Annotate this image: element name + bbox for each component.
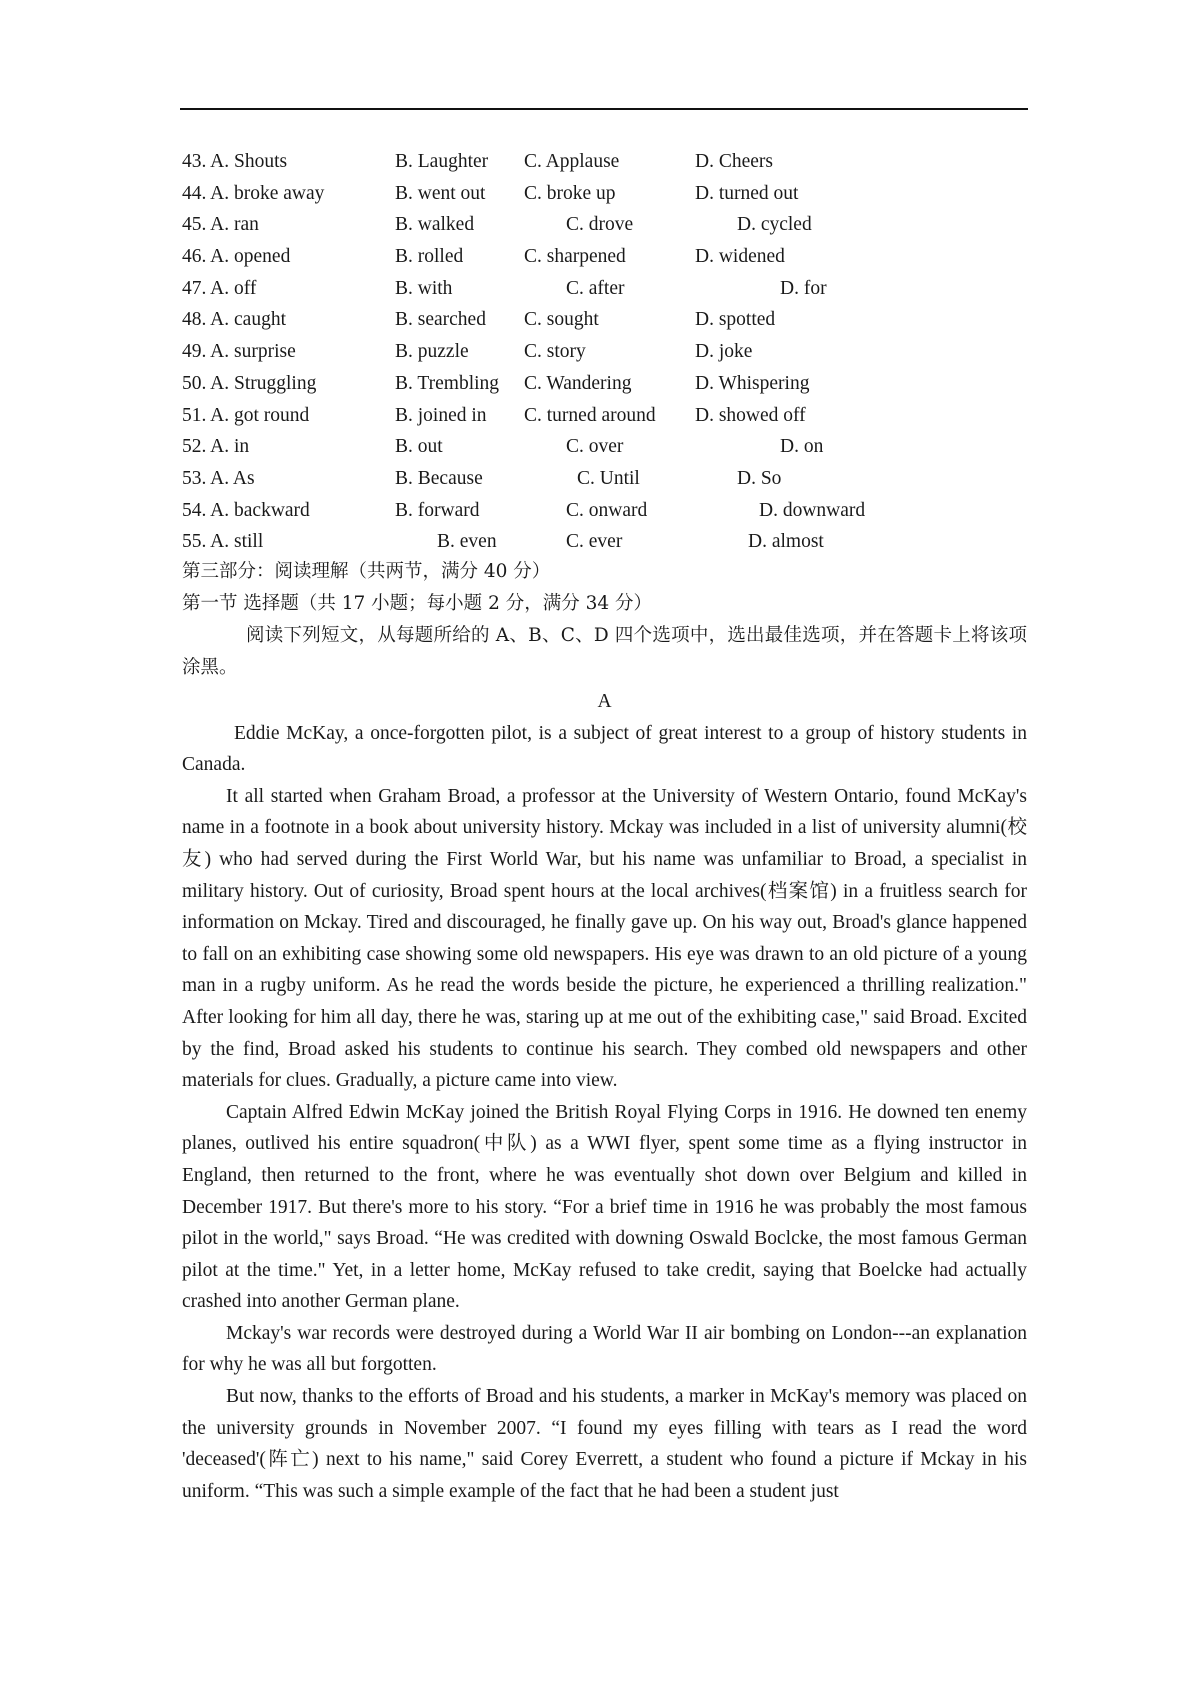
option-a: 46. A. opened [182, 246, 291, 268]
option-d: D. almost [748, 531, 824, 553]
passage-title: A [597, 691, 612, 712]
option-row [182, 209, 1022, 241]
option-c: C. sought [524, 309, 599, 331]
option-c: C. onward [566, 499, 648, 521]
option-row [182, 495, 1022, 527]
option-b: B. joined in [395, 404, 487, 426]
option-b: B. Trembling [395, 372, 500, 394]
passage-paragraph: Captain Alfred Edwin McKay joined the British Royal Flying Corps in 1916. He downed ten enemy planes, outlived his entire squadron(中队) as a WWI flyer, spent some time as a flying instructor in England, then returned to the front, where he was eventually shot down over Belgium and killed in December 1917. But there's more to his story. “For a brief time in 1916 he was probably the most famous pilot in the world," says Broad. “He was credited with downing Oswald Boclcke, the most famous German pilot at the time." Yet, in a letter home, McKay refused to take credit, saying that Boelcke had actually crashed into another German plane. [182, 1101, 1027, 1313]
option-a: 48. A. caught [182, 309, 286, 331]
option-c: C. ever [566, 531, 623, 553]
option-c: C. Until [577, 467, 640, 489]
option-b: B. searched [395, 309, 486, 331]
option-c: C. Wandering [524, 372, 632, 394]
option-b: B. rolled [395, 246, 464, 268]
option-a: 44. A. broke away [182, 182, 325, 204]
part-three-heading: 第三部分：阅读理解（共两节，满分 40 分） [182, 561, 551, 582]
option-b: B. Because [395, 467, 483, 489]
option-b: B. forward [395, 499, 480, 521]
option-c: C. drove [566, 214, 634, 236]
option-d: D. downward [759, 499, 866, 521]
option-a: 45. A. ran [182, 214, 259, 236]
option-row [182, 178, 1022, 210]
option-b: B. even [437, 531, 497, 553]
option-a: 53. A. As [182, 467, 255, 489]
passage-paragraph: But now, thanks to the efforts of Broad and his students, a marker in McKay's memory was placed on the university grounds in November 2007. “I found my eyes filling with tears as I read the word 'deceased'(阵亡) next to his name," said Corey Everrett, a student who found a picture if Mckay in his uniform. “This was such a simple example of the fact that he had been a student just [182, 1386, 1027, 1502]
option-row [182, 336, 1022, 368]
passage-paragraph: It all started when Graham Broad, a professor at the University of Western Ontario, found McKay's name in a footnote in a book about university history. Mckay was included in a list of university alumni(校友) who had served during the First World War, but his name was unfamiliar to Broad, a specialist in military history. Out of curiosity, Broad spent hours at the local archives(档案馆) in a fruitless search for information on Mckay. Tired and discouraged, he finally gave up. On his way out, Broad's glance happened to fall on an exhibiting case showing some old newspapers. His eye was drawn to an old picture of a young man in a rugby uniform. As he read the words beside the picture, he experienced a thrilling realization." After looking for him all day, there he was, staring up at me out of the exhibiting case," said Broad. Excited by the find, Broad asked his students to continue his search. They combed old newspapers and other materials for clues. Gradually, a picture came into view. [182, 785, 1027, 1092]
instruction-text: 阅读下列短文，从每题所给的 A、B、C、D 四个选项中，选出最佳选项，并在答题卡上将该项涂黑。 [182, 625, 1027, 678]
option-row [182, 463, 1022, 495]
option-d: D. Whispering [695, 372, 810, 394]
option-b: B. puzzle [395, 341, 469, 363]
reading-passage [182, 686, 1027, 1507]
option-d: D. widened [695, 246, 785, 268]
option-c: C. after [566, 277, 625, 299]
option-d: D. spotted [695, 309, 776, 331]
option-row [182, 304, 1022, 336]
option-d: D. for [780, 277, 827, 299]
option-a: 43. A. Shouts [182, 151, 288, 172]
option-c: C. Applause [524, 151, 620, 172]
option-row [182, 400, 1022, 432]
option-d: D. cycled [737, 214, 812, 236]
option-c: C. over [566, 436, 624, 458]
option-a: 51. A. got round [182, 404, 310, 426]
option-c: C. sharpened [524, 246, 626, 268]
option-a: 54. A. backward [182, 499, 310, 521]
option-d: D. on [780, 436, 824, 458]
option-d: D. Cheers [695, 151, 773, 172]
option-b: B. with [395, 277, 453, 299]
header-rule [180, 108, 1028, 110]
option-d: D. joke [695, 341, 753, 363]
option-a: 50. A. Struggling [182, 372, 317, 394]
cloze-options-list [182, 146, 1022, 558]
option-row [182, 431, 1022, 463]
option-d: D. turned out [695, 182, 799, 204]
option-row [182, 241, 1022, 273]
option-row [182, 273, 1022, 305]
option-c: C. story [524, 341, 586, 363]
option-b: B. out [395, 436, 443, 458]
option-d: D. So [737, 467, 782, 489]
option-a: 55. A. still [182, 531, 264, 553]
option-a: 49. A. surprise [182, 341, 296, 363]
option-b: B. Laughter [395, 151, 489, 172]
option-c: C. turned around [524, 404, 656, 426]
option-row [182, 146, 1022, 178]
option-row [182, 368, 1022, 400]
passage-paragraph: Eddie McKay, a once-forgotten pilot, is a subject of great interest to a group of history students in Canada. [182, 722, 1027, 776]
option-b: B. went out [395, 182, 486, 204]
option-c: C. broke up [524, 182, 616, 204]
section-one-heading: 第一节 选择题（共 17 小题；每小题 2 分，满分 34 分） [182, 593, 653, 614]
option-row [182, 526, 1022, 558]
option-d: D. showed off [695, 404, 806, 426]
option-a: 52. A. in [182, 436, 250, 458]
option-b: B. walked [395, 214, 475, 236]
passage-paragraph: Mckay's war records were destroyed during a World War II air bombing on London---an explanation for why he was all but forgotten. [182, 1322, 1027, 1376]
option-a: 47. A. off [182, 277, 257, 299]
